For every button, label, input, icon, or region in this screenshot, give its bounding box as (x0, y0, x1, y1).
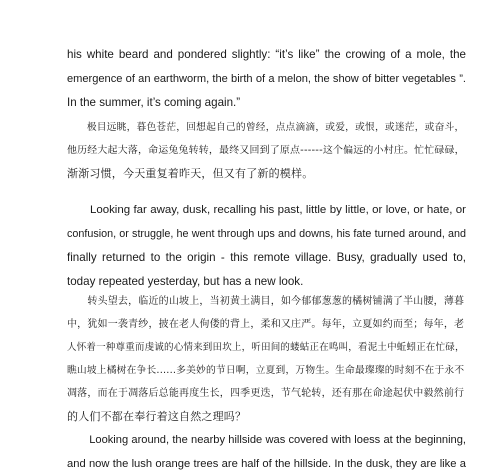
text-line: 凋落，而在于凋落后总能再度生长，四季更迭，节气轮转，还有那在命途起伏中毅然前行 (67, 388, 465, 399)
text-line: In the summer, it’s coming again.” (67, 96, 241, 109)
text-line: 转头望去，临近的山坡上，当初黄土满目，如今郁郁葱葱的橘树铺满了半山腰，薄暮 (67, 296, 465, 307)
text-line: and now the lush orange trees are half of the hillside. In the dusk, they are like a (67, 458, 466, 470)
text-line: 的人们不都在奉行着这自然之理吗？ (67, 410, 247, 423)
text-line: confusion, or struggle, he went through ups and downs, his fate turned around, and (67, 228, 466, 240)
text-line: 人怀着一种尊重而虔诚的心情来到田坎上，听田间的蝼蛄正在鸣叫，看泥土中蚯蚓正在忙碌， (67, 342, 465, 353)
paragraph-english-1 (67, 43, 466, 115)
text-line: 渐渐习惯，今天重复着昨天，但又有了新的模样。 (67, 167, 314, 180)
paragraph-chinese-1 (67, 116, 466, 185)
text-line: Looking far away, dusk, recalling his past, little by little, or love, or hate, or (67, 204, 466, 216)
text-line: 中，犹如一袭青纱，披在老人佝偻的背上，柔和又庄严。每年，立夏如约而至；每年，老 (67, 319, 465, 330)
text-line: his white beard and pondered slightly: “it’s like” the crowing of a mole, the (67, 48, 466, 61)
paragraph-english-3 (67, 428, 466, 475)
text-line: 极目远眺，暮色苍茫，回想起自己的曾经，点点滴滴，或爱，或恨，或迷茫，或奋斗， (67, 122, 465, 133)
text-line: Looking around, the nearby hillside was covered with loess at the beginning, (67, 434, 466, 446)
paragraph-chinese-2 (67, 290, 466, 428)
text-line: 他历经大起大落，命运兔兔转转，最终又回到了原点------这个偏远的小村庄。忙忙碌碌， (67, 145, 465, 156)
text-line: today repeated yesterday, but has a new look. (67, 275, 304, 288)
paragraph-english-2 (67, 198, 466, 294)
text-line: emergence of an earthworm, the birth of a melon, the show of bitter vegetables ”. (67, 73, 466, 85)
text-line: finally returned to the origin - this remote village. Busy, gradually used to, (67, 251, 466, 264)
text-line: 瞧山坡上橘树在争长......多美妙的节日啊，立夏到，万物生。生命最璨璨的时刻不在于永不 (67, 365, 465, 376)
